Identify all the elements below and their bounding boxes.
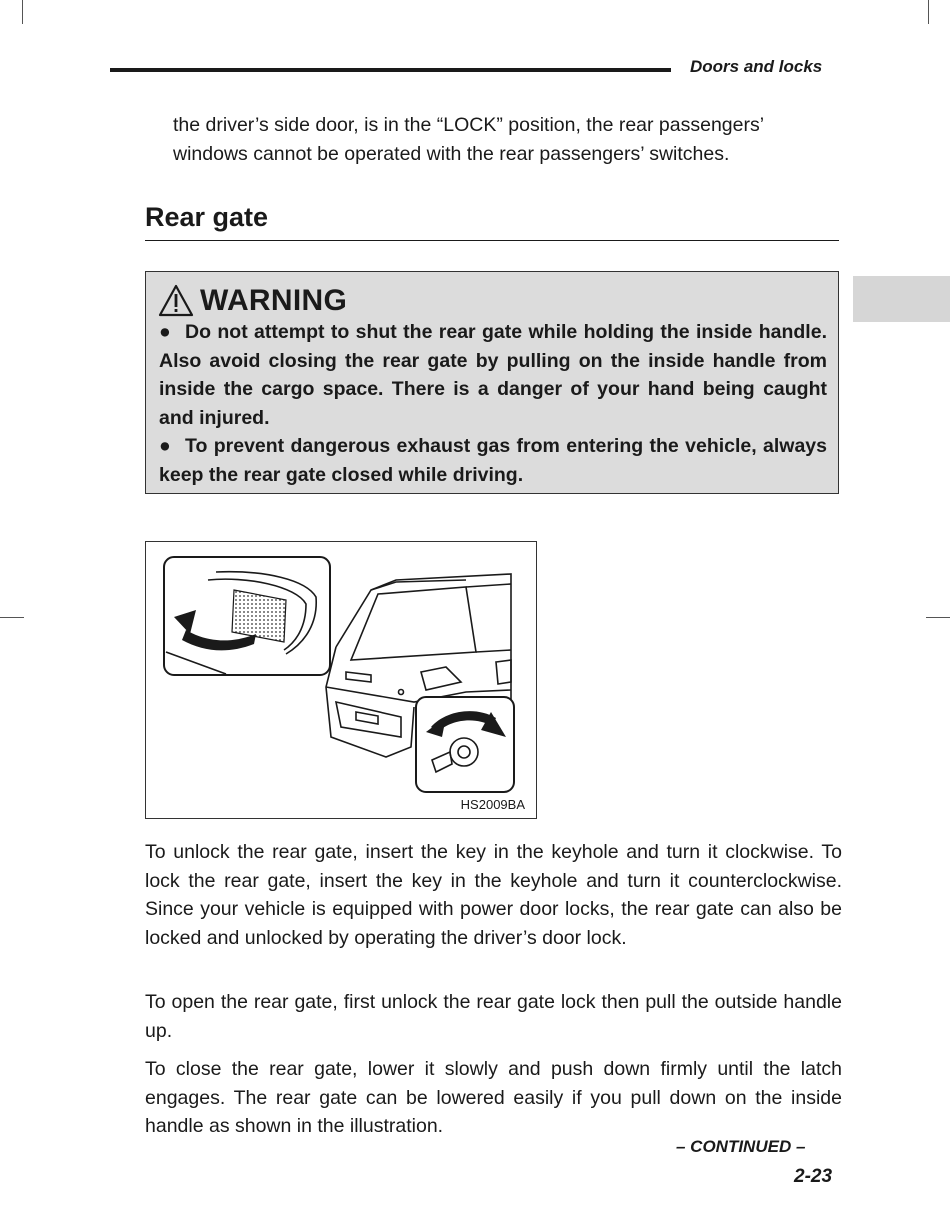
bullet-icon: ● — [159, 435, 171, 457]
rear-gate-illustration — [145, 541, 537, 819]
warning-body — [159, 318, 827, 489]
bullet-icon: ● — [159, 321, 171, 343]
warning-item-text: Do not attempt to shut the rear gate while holding the inside handle. Also avoid closing the rear gate by pulling on the inside handle from inside the cargo space. There is a danger of your hand being caught and injured. — [159, 321, 827, 429]
warning-box — [145, 271, 839, 494]
rear-gate-drawing — [146, 542, 536, 818]
warning-triangle-icon — [158, 284, 194, 318]
crop-mark-top-right — [928, 0, 929, 24]
body-paragraph: To unlock the rear gate, insert the key in the keyhole and turn it clockwise. To lock the rear gate, insert the key in the keyhole and turn it counterclockwise. Since your vehicle is equipped with power door locks, the rear gate can also be locked and unlocked by operating the driver’s door lock. — [145, 841, 842, 949]
continued-label: – CONTINUED – — [676, 1137, 806, 1156]
warning-item — [159, 432, 827, 489]
chapter-tab-marker — [853, 276, 950, 322]
body-paragraph: To close the rear gate, lower it slowly and push down firmly until the latch engages. The rear gate can be lowered easily if you pull down on the inside handle as shown in the illustration. — [145, 1058, 842, 1137]
running-header: Doors and locks — [690, 57, 823, 76]
crop-mark-right — [926, 617, 950, 618]
section-heading-rule — [145, 240, 839, 241]
body-paragraph: To open the rear gate, first unlock the rear gate lock then pull the outside handle up. — [145, 991, 842, 1042]
section-heading: Rear gate — [145, 202, 269, 232]
header-rule — [110, 68, 671, 72]
warning-item-text: To prevent dangerous exhaust gas from entering the vehicle, always keep the rear gate closed while driving. — [159, 435, 827, 486]
figure-caption: HS2009BA — [460, 797, 525, 812]
warning-header — [158, 284, 347, 318]
intro-paragraph: the driver’s side door, is in the “LOCK” position, the rear passengers’ windows cannot be operated with the rear passengers’ switches. — [173, 114, 764, 165]
page-number: 2-23 — [794, 1166, 833, 1187]
warning-item — [159, 318, 827, 432]
crop-mark-top-left — [22, 0, 23, 24]
warning-label: WARNING — [200, 284, 348, 317]
crop-mark-left — [0, 617, 24, 618]
